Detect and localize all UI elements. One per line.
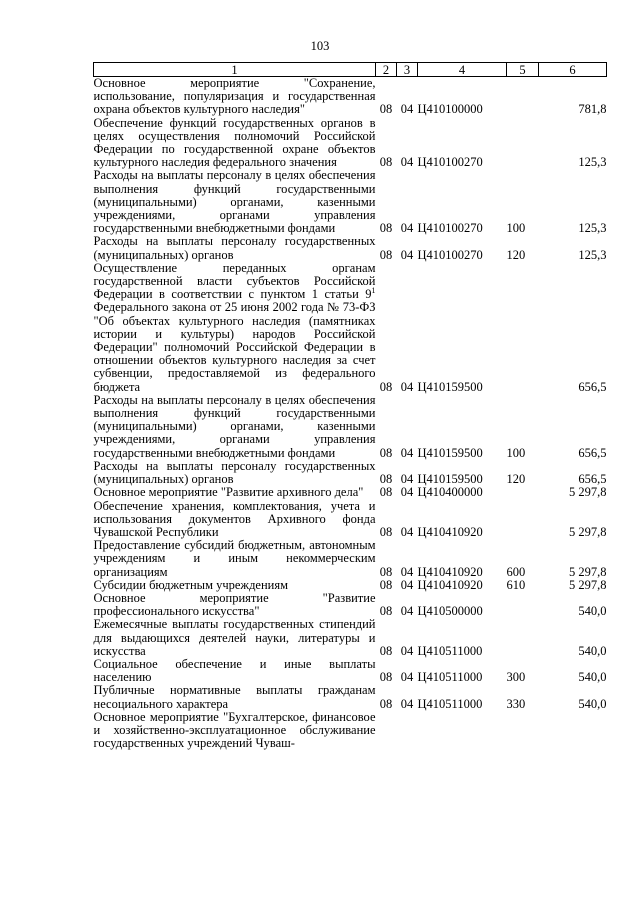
superscript-one: 1: [371, 286, 376, 296]
row-expense-type: 120: [506, 247, 526, 262]
row-section: 08: [379, 247, 393, 262]
table-row: [94, 618, 607, 658]
header-col-4: 4: [418, 63, 507, 77]
row-section: 08: [379, 155, 393, 170]
row-expense-type: 100: [506, 445, 526, 460]
row-amount: [539, 711, 607, 751]
row-amount: 5 297,8: [569, 524, 607, 539]
table-row: [94, 169, 607, 235]
row-subsection: 04: [400, 379, 414, 394]
table-row: [94, 486, 607, 499]
row-section: 08: [379, 643, 393, 658]
row-section: 08: [379, 696, 393, 711]
row-amount: 656,5: [578, 445, 607, 460]
row-expense-type: [507, 618, 539, 658]
row-section: 08: [379, 102, 393, 117]
row-amount: 5 297,8: [569, 485, 607, 500]
row-name: Расходы на выплаты персоналу государственных (муниципальных) органов: [93, 458, 376, 487]
table-row: [94, 684, 607, 710]
table-row: [94, 235, 607, 261]
table-row: [94, 262, 607, 394]
row-target-article: Ц410511000: [417, 670, 483, 685]
row-target-article: Ц410100270: [417, 247, 483, 262]
row-subsection: 04: [400, 247, 414, 262]
row-expense-type: 120: [506, 472, 526, 487]
row-target-article: Ц410100270: [417, 221, 483, 236]
row-expense-type: [507, 500, 539, 540]
row-subsection: [397, 711, 418, 751]
row-target-article: Ц410100000: [417, 102, 483, 117]
row-subsection: 04: [400, 485, 414, 500]
row-section: 08: [379, 577, 393, 592]
row-target-article: Ц410410920: [417, 577, 483, 592]
row-amount: 125,3: [578, 155, 607, 170]
row-name: Расходы на выплаты персоналу в целях обеспечения выполнения функций государственными (муниципальными) органами, казенными учреждениями, органами управления государственными внебюджетными фондами: [93, 168, 376, 236]
table-header-row: [94, 63, 607, 77]
row-expense-type: [507, 77, 539, 117]
row-target-article: Ц410511000: [417, 643, 483, 658]
table-row: [94, 711, 607, 751]
header-col-6: 6: [539, 63, 607, 77]
page-number: 103: [310, 39, 330, 53]
row-target-article: Ц410410920: [417, 564, 483, 579]
table-row: [94, 460, 607, 486]
row-target-article: Ц410159500: [417, 472, 483, 487]
row-section: 08: [379, 670, 393, 685]
row-subsection: 04: [400, 472, 414, 487]
row-section: 08: [379, 564, 393, 579]
row-section: 08: [379, 379, 393, 394]
row-name: Основное мероприятие "Развитие архивного дела": [93, 485, 364, 500]
row-subsection: 04: [400, 604, 414, 619]
row-expense-type: [507, 711, 539, 751]
row-target-article: Ц410100270: [417, 155, 483, 170]
table-row: [94, 117, 607, 170]
row-section: [376, 711, 397, 751]
header-col-2: 2: [376, 63, 397, 77]
row-target-article: [418, 711, 507, 751]
row-section: 08: [379, 485, 393, 500]
table-row: [94, 579, 607, 592]
row-name: Социальное обеспечение и иные выплаты населению: [93, 656, 376, 685]
header-col-3: 3: [397, 63, 418, 77]
header-col-5: 5: [507, 63, 539, 77]
row-amount: 125,3: [578, 247, 607, 262]
header-col-1: 1: [94, 63, 376, 77]
row-expense-type: 600: [506, 564, 526, 579]
row-subsection: 04: [400, 670, 414, 685]
row-section: 08: [379, 221, 393, 236]
row-expense-type: 330: [506, 696, 526, 711]
row-name: Основное мероприятие "Сохранение, использование, популяризация и государственная охрана объектов культурного наследия": [93, 76, 376, 117]
row-expense-type: [507, 117, 539, 170]
row-amount: 656,5: [578, 379, 607, 394]
row-target-article: Ц410159500: [417, 379, 483, 394]
row-name: Обеспечение хранения, комплектования, учета и использования документов Архивного фонда Чувашской Республики: [93, 498, 376, 539]
row-amount: 540,0: [578, 696, 607, 711]
row-name: Основное мероприятие "Развитие профессионального искусства": [93, 590, 376, 619]
table-row: [94, 500, 607, 540]
row-subsection: 04: [400, 155, 414, 170]
row-name: Публичные нормативные выплаты гражданам несоциального характера: [93, 683, 376, 711]
table-row: [94, 658, 607, 684]
row-expense-type: 610: [506, 577, 526, 592]
row-name: Субсидии бюджетным учреждениям: [93, 577, 289, 592]
row-name: Основное мероприятие "Бухгалтерское, финансовое и хозяйственно-эксплуатационное обслуживание государственных учреждений Чуваш-: [93, 709, 376, 751]
row-expense-type: [507, 262, 539, 394]
row-subsection: 04: [400, 102, 414, 117]
row-subsection: 04: [400, 564, 414, 579]
row-amount: 656,5: [578, 472, 607, 487]
table-row: [94, 394, 607, 460]
table-row: [94, 77, 607, 117]
row-expense-type: [507, 486, 539, 499]
row-section: 08: [379, 524, 393, 539]
row-section: 08: [379, 445, 393, 460]
row-name: Ежемесячные выплаты государственных стипендий для выдающихся деятелей науки, литературы и искусства: [93, 617, 376, 658]
row-name: Расходы на выплаты персоналу в целях обеспечения выполнения функций государственными (муниципальными) органами, казенными учреждениями, органами управления государственными внебюджетными фондами: [93, 392, 376, 460]
row-amount: 781,8: [578, 102, 607, 117]
row-amount: 540,0: [578, 604, 607, 619]
row-target-article: Ц410511000: [417, 696, 483, 711]
row-name: Осуществление переданных органам государственной власти субъектов Российской Федерации в соответствии с пунктом 1 статьи $9^1$ Федерального закона от 25 июня 2002 года № 73-ФЗ "Об объектах культурного наследия (памятниках истории и культуры) народов Российской Федерации" полномочий Российской Федерации в отношении объектов культурного наследия за счет субвенции, предоставляемой из федерального бюджета: [93, 260, 376, 394]
row-expense-type: 100: [506, 221, 526, 236]
row-subsection: 04: [400, 696, 414, 711]
row-target-article: Ц410410920: [417, 524, 483, 539]
row-subsection: 04: [400, 643, 414, 658]
row-section: 08: [379, 472, 393, 487]
row-amount: 125,3: [578, 221, 607, 236]
row-expense-type: 300: [506, 670, 526, 685]
table-row: [94, 592, 607, 618]
row-subsection: 04: [400, 445, 414, 460]
row-amount: 540,0: [578, 643, 607, 658]
table-row: [94, 539, 607, 579]
row-amount: 5 297,8: [569, 577, 607, 592]
row-subsection: 04: [400, 524, 414, 539]
row-section: 08: [379, 604, 393, 619]
row-target-article: Ц410500000: [417, 604, 483, 619]
row-target-article: Ц410159500: [417, 445, 483, 460]
row-name: Расходы на выплаты персоналу государственных (муниципальных) органов: [93, 234, 376, 262]
row-name: Предоставление субсидий бюджетным, автономным учреждениям и иным некоммерческим организациям: [93, 538, 376, 579]
budget-table: [93, 62, 607, 750]
row-expense-type: [507, 592, 539, 618]
row-name: Обеспечение функций государственных органов в целях осуществления полномочий Российской Федерации по государственной охране объектов культурного наследия федерального значения: [93, 115, 376, 170]
row-amount: 5 297,8: [569, 564, 607, 579]
row-target-article: Ц410400000: [417, 485, 483, 500]
row-amount: 540,0: [578, 670, 607, 685]
row-subsection: 04: [400, 221, 414, 236]
row-subsection: 04: [400, 577, 414, 592]
